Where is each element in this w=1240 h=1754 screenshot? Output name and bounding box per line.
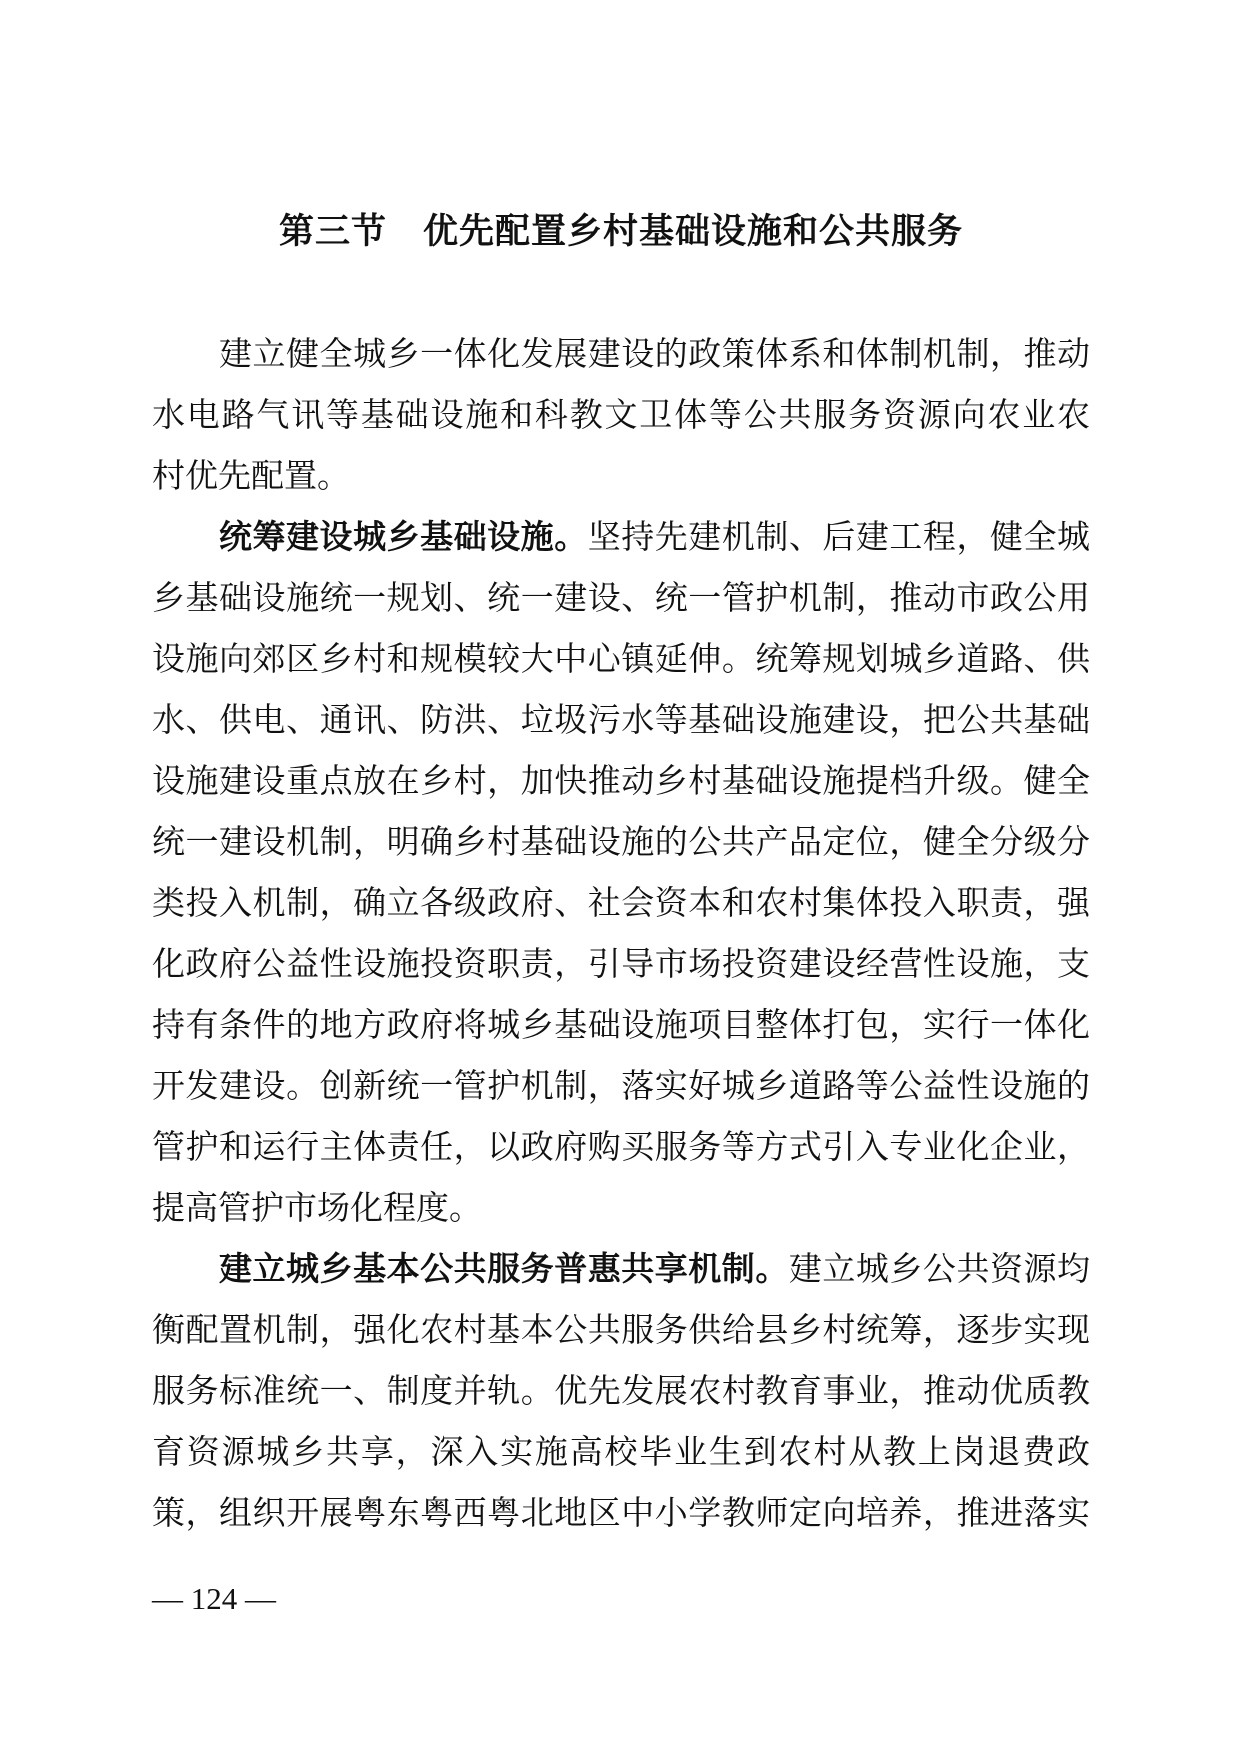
body-text: 村优先配置。 xyxy=(152,459,350,495)
text-line xyxy=(152,1423,1090,1484)
text-line xyxy=(152,874,1090,935)
text-line xyxy=(152,1301,1090,1362)
text-line xyxy=(152,1240,1090,1301)
document-body xyxy=(152,325,1090,1545)
text-line xyxy=(152,752,1090,813)
text-line xyxy=(152,325,1090,386)
text-line xyxy=(152,996,1090,1057)
body-text: 化政府公益性设施投资职责，引导市场投资建设经营性设施，支 xyxy=(152,947,1090,983)
body-text: 坚持先建机制、后建工程，健全城 xyxy=(587,520,1090,556)
body-text: 类投入机制，确立各级政府、社会资本和农村集体投入职责，强 xyxy=(152,886,1090,922)
body-text: 策，组织开展粤东粤西粤北地区中小学教师定向培养，推进落实 xyxy=(152,1496,1090,1532)
body-text: 提高管护市场化程度。 xyxy=(152,1191,482,1227)
body-text: 衡配置机制，强化农村基本公共服务供给县乡村统筹，逐步实现 xyxy=(152,1313,1090,1349)
body-text: 水电路气讯等基础设施和科教文卫体等公共服务资源向农业农 xyxy=(152,398,1090,434)
text-line xyxy=(152,1362,1090,1423)
body-text: 建立健全城乡一体化发展建设的政策体系和体制机制，推动 xyxy=(219,337,1090,373)
body-text: 持有条件的地方政府将城乡基础设施项目整体打包，实行一体化 xyxy=(152,1008,1090,1044)
body-text: 育资源城乡共享，深入实施高校毕业生到农村从教上岗退费政 xyxy=(152,1435,1090,1471)
bold-lead-text: 建立城乡基本公共服务普惠共享机制。 xyxy=(219,1252,789,1288)
text-line xyxy=(152,1179,1090,1240)
section-title: 第三节 优先配置乡村基础设施和公共服务 xyxy=(278,212,963,251)
body-text: 管护和运行主体责任，以政府购买服务等方式引入专业化企业， xyxy=(152,1130,1090,1166)
body-text: 统一建设机制，明确乡村基础设施的公共产品定位，健全分级分 xyxy=(152,825,1090,861)
text-line xyxy=(152,508,1090,569)
text-line xyxy=(152,1057,1090,1118)
body-text: 乡基础设施统一规划、统一建设、统一管护机制，推动市政公用 xyxy=(152,581,1090,617)
text-line xyxy=(152,630,1090,691)
body-text: 设施向郊区乡村和规模较大中心镇延伸。统筹规划城乡道路、供 xyxy=(152,642,1090,678)
bold-lead-text: 统筹建设城乡基础设施。 xyxy=(219,520,588,556)
text-line xyxy=(152,813,1090,874)
text-line xyxy=(152,386,1090,447)
text-line xyxy=(152,935,1090,996)
text-line xyxy=(152,1484,1090,1545)
text-line xyxy=(152,447,1090,508)
text-line xyxy=(152,569,1090,630)
body-text: 服务标准统一、制度并轨。优先发展农村教育事业，推动优质教 xyxy=(152,1374,1090,1410)
text-line xyxy=(152,691,1090,752)
page-number: — 124 — xyxy=(152,1581,276,1616)
text-line xyxy=(152,1118,1090,1179)
body-text: 水、供电、通讯、防洪、垃圾污水等基础设施建设，把公共基础 xyxy=(152,703,1090,739)
body-text: 设施建设重点放在乡村，加快推动乡村基础设施提档升级。健全 xyxy=(152,764,1090,800)
body-text: 开发建设。创新统一管护机制，落实好城乡道路等公益性设施的 xyxy=(152,1069,1090,1105)
page-footer xyxy=(152,1579,1090,1619)
body-text: 建立城乡公共资源均 xyxy=(788,1252,1090,1288)
